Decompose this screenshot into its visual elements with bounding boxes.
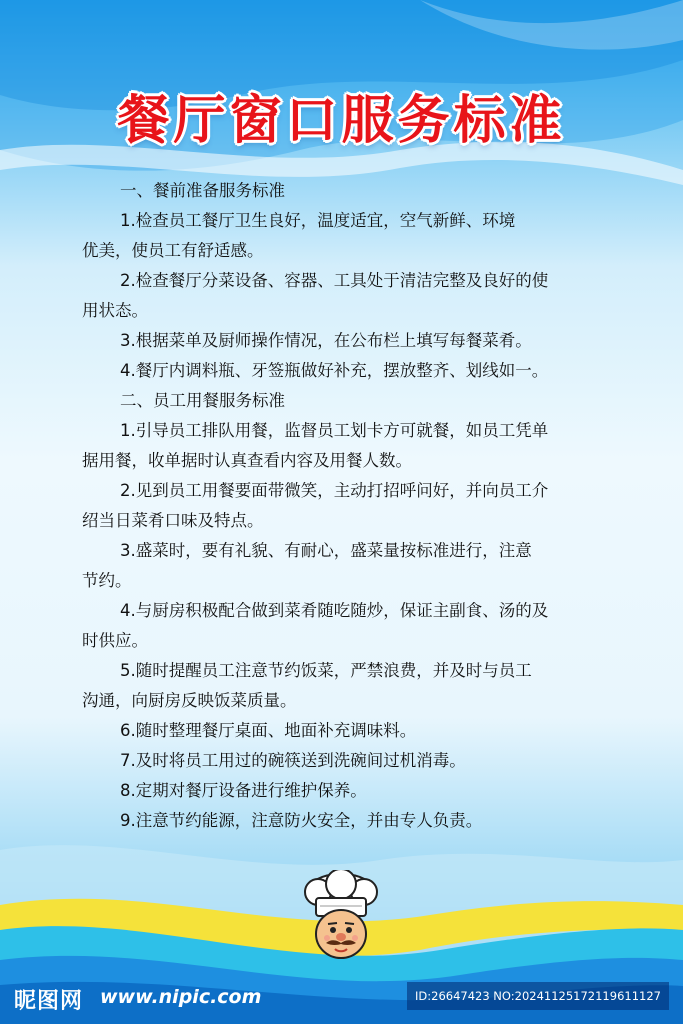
list-item: 2.见到员工用餐要面带微笑，主动打招呼问好，并向员工介 [120, 481, 549, 500]
list-item: 5.随时提醒员工注意节约饭菜，严禁浪费，并及时与员工 [120, 661, 532, 680]
list-item: 4.餐厅内调料瓶、牙签瓶做好补充，摆放整齐、划线如一。 [120, 361, 549, 380]
list-item: 3.盛菜时，要有礼貌、有耐心，盛菜量按标准进行，注意 [120, 541, 532, 560]
list-item-continuation: 用状态。 [82, 301, 148, 320]
list-item: 1.引导员工排队用餐，监督员工划卡方可就餐，如员工凭单 [120, 421, 549, 440]
image-id-label: ID:26647423 NO:20241125172119611127 [407, 982, 669, 1010]
list-item-continuation: 优美，使员工有舒适感。 [82, 241, 264, 260]
section-heading: 一、餐前准备服务标准 [120, 181, 285, 200]
list-item-continuation: 节约。 [82, 571, 132, 590]
chef-mascot-icon [298, 870, 384, 966]
list-item: 7.及时将员工用过的碗筷送到洗碗间过机消毒。 [120, 751, 466, 770]
list-item-continuation: 时供应。 [82, 631, 148, 650]
list-item: 4.与厨房积极配合做到菜肴随吃随炒，保证主副食、汤的及 [120, 601, 549, 620]
list-item: 9.注意节约能源，注意防火安全，并由专人负责。 [120, 811, 483, 830]
list-item: 8.定期对餐厅设备进行维护保养。 [120, 781, 367, 800]
list-item: 1.检查员工餐厅卫生良好，温度适宜，空气新鲜、环境 [120, 211, 516, 230]
section-heading: 二、员工用餐服务标准 [120, 391, 285, 410]
watermark-footer [0, 980, 683, 1014]
watermark-logo: 昵图网 [14, 989, 84, 1014]
list-item-continuation: 绍当日菜肴口味及特点。 [82, 511, 264, 530]
list-item: 3.根据菜单及厨师操作情况，在公布栏上填写每餐菜肴。 [120, 331, 532, 350]
watermark-site: www.nipic.com [100, 986, 262, 1008]
page-title: 餐厅窗口服务标准 [117, 91, 566, 151]
list-item-continuation: 据用餐，收单据时认真查看内容及用餐人数。 [82, 451, 412, 470]
list-item: 2.检查餐厅分菜设备、容器、工具处于清洁完整及良好的使 [120, 271, 549, 290]
list-item: 6.随时整理餐厅桌面、地面补充调味料。 [120, 721, 417, 740]
content-body [82, 176, 602, 836]
list-item-continuation: 沟通，向厨房反映饭菜质量。 [82, 691, 297, 710]
